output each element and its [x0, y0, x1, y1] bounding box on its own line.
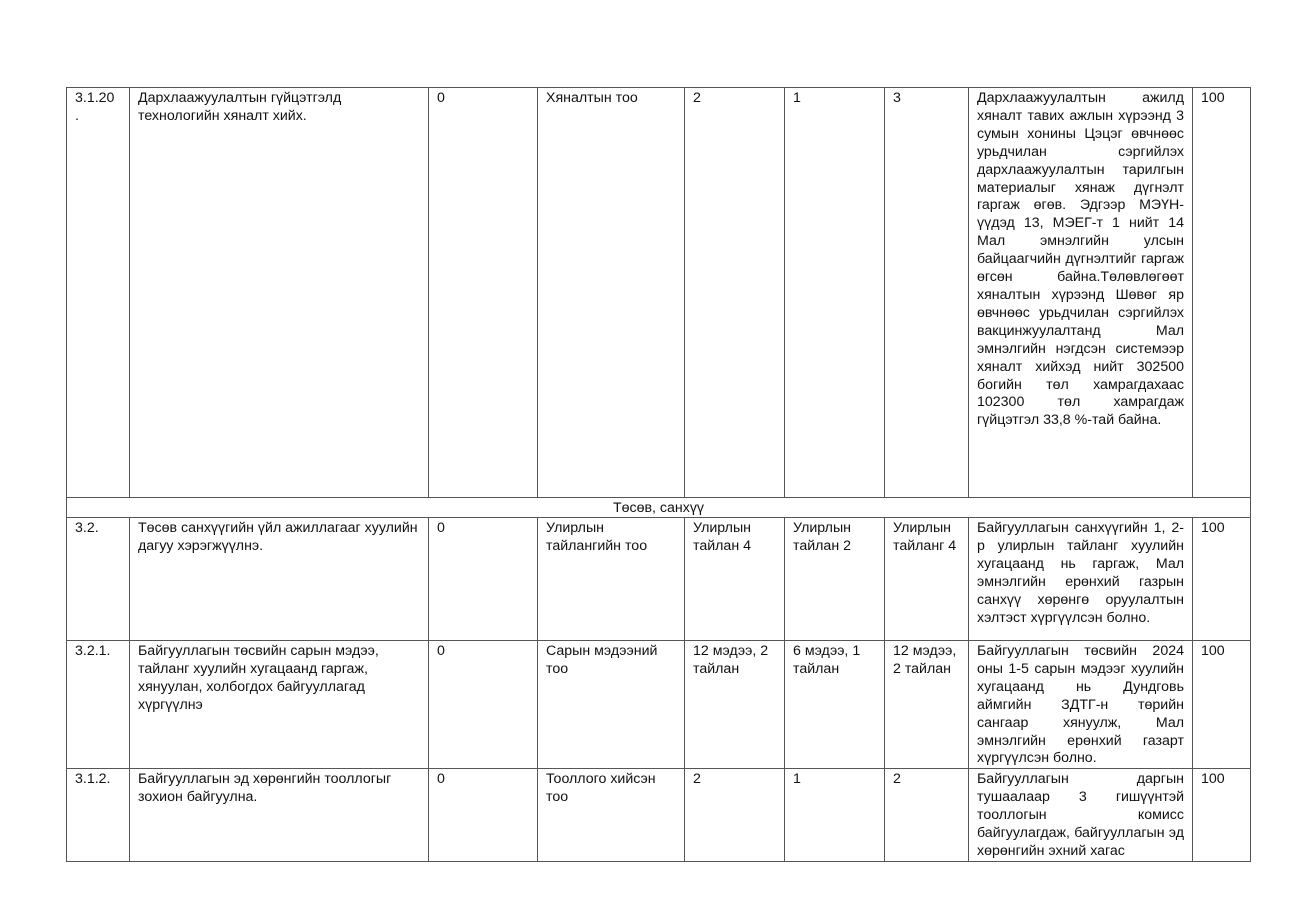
- row-percent: 100: [1193, 518, 1251, 641]
- row-code: 3.1.2.: [67, 769, 130, 862]
- row-planned: 1: [785, 769, 885, 862]
- table-row: [67, 769, 1251, 862]
- row-planned: 1: [785, 88, 885, 498]
- row-indicator: Хяналтын тоо: [538, 88, 685, 498]
- row-report: Байгууллагын даргын тушаалаар 3 гишүүнтэй тооллогын комисс байгуулагдаж, байгууллагын эд хөрөнгийн эхний хагас: [969, 769, 1193, 862]
- row-actual: 12 мэдээ, 2 тайлан: [885, 641, 969, 769]
- row-percent: 100: [1193, 769, 1251, 862]
- table-row: [67, 88, 1251, 498]
- row-report: Байгууллагын төсвийн 2024 оны 1-5 сарын мэдээг хуулийн хугацаанд нь Дундговь аймгийн ЗДТГ-н төрийн сангаар хянуулж, Мал эмнэлгийн ерөнхий газарт хүргүүлсэн болно.: [969, 641, 1193, 769]
- row-code: 3.1.20 .: [67, 88, 130, 498]
- row-baseline: 0: [429, 518, 538, 641]
- row-actual: 2: [885, 769, 969, 862]
- table-row: [67, 641, 1251, 769]
- row-code: 3.2.1.: [67, 641, 130, 769]
- row-percent: 100: [1193, 641, 1251, 769]
- row-report: Дархлаажуулалтын ажилд хяналт тавих ажлын хүрээнд 3 сумын хонины Цэцэг өвчнөөс урьдчилан сэргийлэх дархлаажуулалтын тарилгын материалыг хянаж дүгнэлт гаргаж өгөв. Эдгээр МЭҮН-үүдэд 13, МЭЕГ-т 1 нийт 14 Мал эмнэлгийн улсын байцаагчийн дүгнэлтийг гаргаж өгсөн байна.Төлөвлөгөөт хяналтын хүрээнд Шөвөг яр өвчнөөс урьдчилан сэргийлэх вакцинжуулалтанд Мал эмнэлгийн нэгдсэн системээр хяналт хийхэд нийт 302500 богийн төл хамрагдахаас 102300 төл хамрагдаж гүйцэтгэл 33,8 %-тай байна.: [969, 88, 1193, 498]
- row-activity: Дархлаажуулалтын гүйцэтгэлд технологийн хяналт хийх.: [130, 88, 429, 498]
- row-percent: 100: [1193, 88, 1251, 498]
- table-row: [67, 518, 1251, 641]
- row-indicator: Улирлын тайлангийн тоо: [538, 518, 685, 641]
- row-actual: 3: [885, 88, 969, 498]
- row-activity: Байгууллагын төсвийн сарын мэдээ, тайланг хуулийн хугацаанд гаргаж, хянуулан, холбогдох байгууллагад хүргүүлнэ: [130, 641, 429, 769]
- section-title: Төсөв, санхүү: [67, 498, 1251, 518]
- row-indicator: Сарын мэдээний тоо: [538, 641, 685, 769]
- row-baseline: 0: [429, 88, 538, 498]
- row-baseline: 0: [429, 769, 538, 862]
- row-actual: Улирлын тайланг 4: [885, 518, 969, 641]
- row-activity: Төсөв санхүүгийн үйл ажиллагааг хуулийн дагуу хэрэгжүүлнэ.: [130, 518, 429, 641]
- activity-table: [66, 87, 1251, 862]
- row-target: 2: [685, 769, 785, 862]
- row-code: 3.2.: [67, 518, 130, 641]
- row-indicator: Тооллого хийсэн тоо: [538, 769, 685, 862]
- row-target: 12 мэдээ, 2 тайлан: [685, 641, 785, 769]
- row-planned: Улирлын тайлан 2: [785, 518, 885, 641]
- row-baseline: 0: [429, 641, 538, 769]
- section-row: [67, 498, 1251, 518]
- row-planned: 6 мэдээ, 1 тайлан: [785, 641, 885, 769]
- row-target: 2: [685, 88, 785, 498]
- row-activity: Байгууллагын эд хөрөнгийн тооллогыг зохион байгуулна.: [130, 769, 429, 862]
- row-report: Байгууллагын санхүүгийн 1, 2-р улирлын тайланг хуулийн хугацаанд нь гаргаж, Мал эмнэлгийн ерөнхий газрын санхүү хөрөнгө оруулалтын хэлтэст хүргүүлсэн болно.: [969, 518, 1193, 641]
- row-target: Улирлын тайлан 4: [685, 518, 785, 641]
